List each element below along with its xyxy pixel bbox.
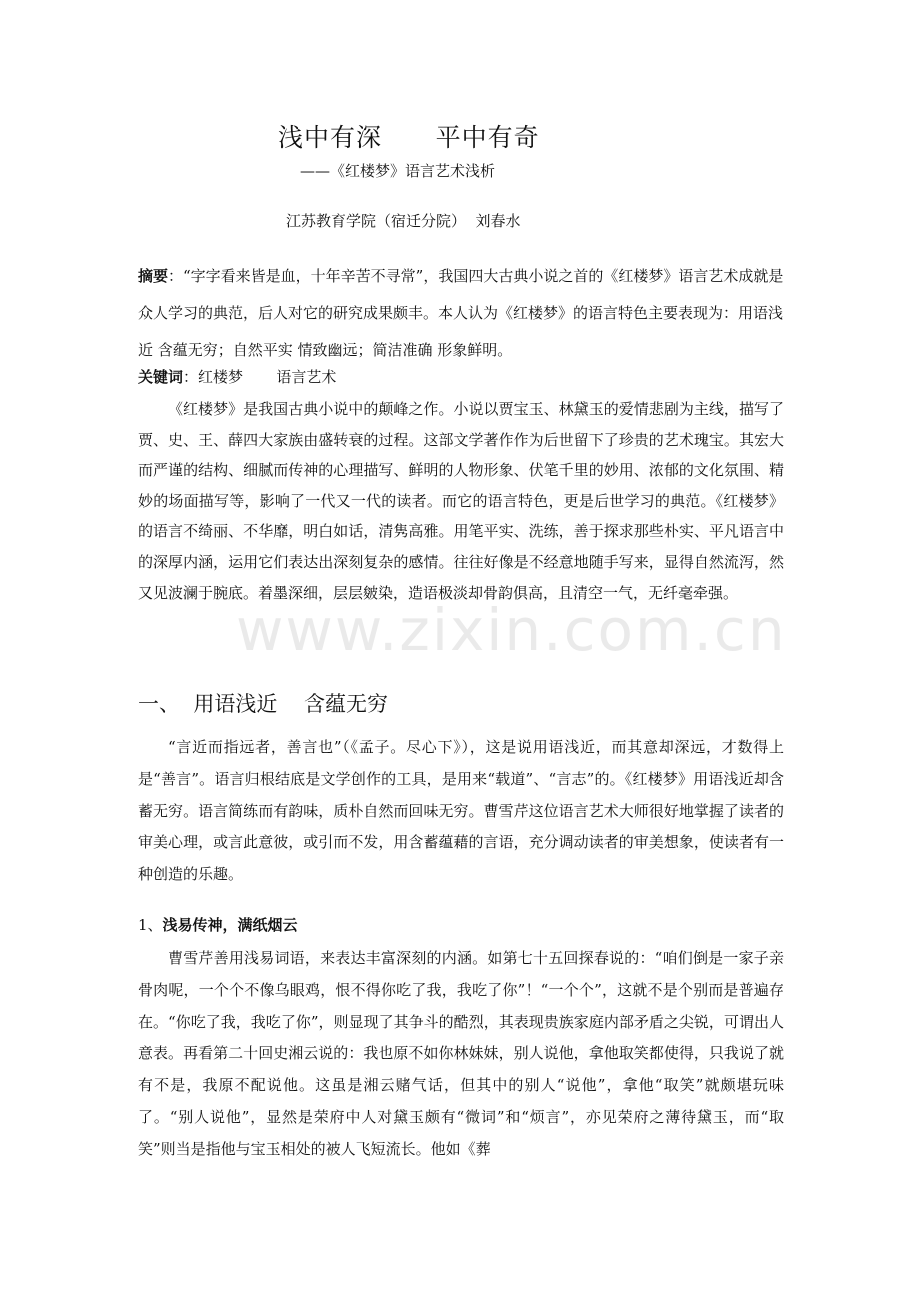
abstract (138, 258, 784, 369)
doc-subtitle: ——《红楼梦》语言艺术浅析 (300, 162, 496, 180)
subsection-paragraph: 曹雪芹善用浅易词语，来表达丰富深刻的内涵。如第七十五回探春说的：“咱们倒是一家子亲骨肉呢，一个个不像乌眼鸡，恨不得你吃了我，我吃了你”！“一个个”，这就不是个别而是普遍存在。“你吃了我，我吃了你”，则显现了其争斗的酷烈，其表现贵族家庭内部矛盾之尖锐，可谓出人意表。再看第二十回史湘云说的：我也原不如你林妹妹，别人说他，拿他取笑都使得，只我说了就有不是，我原不配说他。这虽是湘云赌气话，但其中的别人“说他”，拿他“取笑”就颇堪玩味了。“别人说他”，显然是荣府中人对黛玉颇有“微词”和“烦言”，亦见荣府之薄待黛玉，而“取笑”则当是指他与宝玉相处的被人飞短流长。他如《葬 (138, 949, 784, 1158)
subsection-heading (138, 914, 298, 935)
section-paragraph: “言近而指远者，善言也”（《孟子。尽心下》），这是说用语浅近，而其意却深远，才数得上是“善言”。语言归根结底是文学创作的工具，是用来“载道”、“言志”的。《红楼梦》用语浅近却含蓄无穷。语言简练而有韵味，质朴自然而回味无穷。曹雪芹这位语言艺术大师很好地掌握了读者的审美心理，或言此意彼，或引而不发，用含蓄蕴藉的言语，充分调动读者的审美想象，使读者有一种创造的乐趣。 (138, 738, 784, 884)
keywords-text: ：红楼梦 语言艺术 (183, 368, 337, 386)
abstract-label: 摘要 (138, 267, 169, 285)
abstract-text: ：“字字看来皆是血，十年辛苦不寻常”，我国四大古典小说之首的《红楼梦》语言艺术成就是众人学习的典范，后人对它的研究成果颇丰。本人认为《红楼梦》的语言特色主要表现为：用语浅近 含蕴无穷；自然平实 情致幽远；简洁准确 形象鲜明。 (138, 267, 784, 359)
keywords (138, 366, 336, 387)
keywords-label: 关键词 (138, 368, 184, 386)
subsection-title: 浅易传神，满纸烟云 (162, 916, 298, 934)
watermark: www.zixin.com.cn (236, 596, 787, 664)
intro-paragraph: 《红楼梦》是我国古典小说中的颠峰之作。小说以贾宝玉、林黛玉的爱情悲剧为主线，描写了贾、史、王、薛四大家族由盛转衰的过程。这部文学著作作为后世留下了珍贵的艺术瑰宝。其宏大而严谨的结构、细腻而传神的心理描写、鲜明的人物形象、伏笔千里的妙用、浓郁的文化氛围、精妙的场面描写等，影响了一代又一代的读者。而它的语言特色，更是后世学习的典范。《红楼梦》的语言不绮丽、不华靡，明白如话，清隽高雅。用笔平实、洗练，善于探求那些朴实、平凡语言中的深厚内涵，运用它们表达出深刻复杂的感情。往往好像是不经意地随手写来，显得自然流泻，然又见波澜于腕底。着墨深细，层层皴染，造语极淡却骨韵俱高，且清空一气，无纤毫牵强。 (138, 400, 784, 602)
doc-author: 江苏教育学院（宿迁分院） 刘春水 (286, 212, 521, 230)
subsection-number: 1、 (138, 916, 163, 934)
doc-title: 浅中有深 平中有奇 (278, 123, 540, 152)
section-heading: 一、 用语浅近 含蕴无穷 (138, 692, 389, 716)
